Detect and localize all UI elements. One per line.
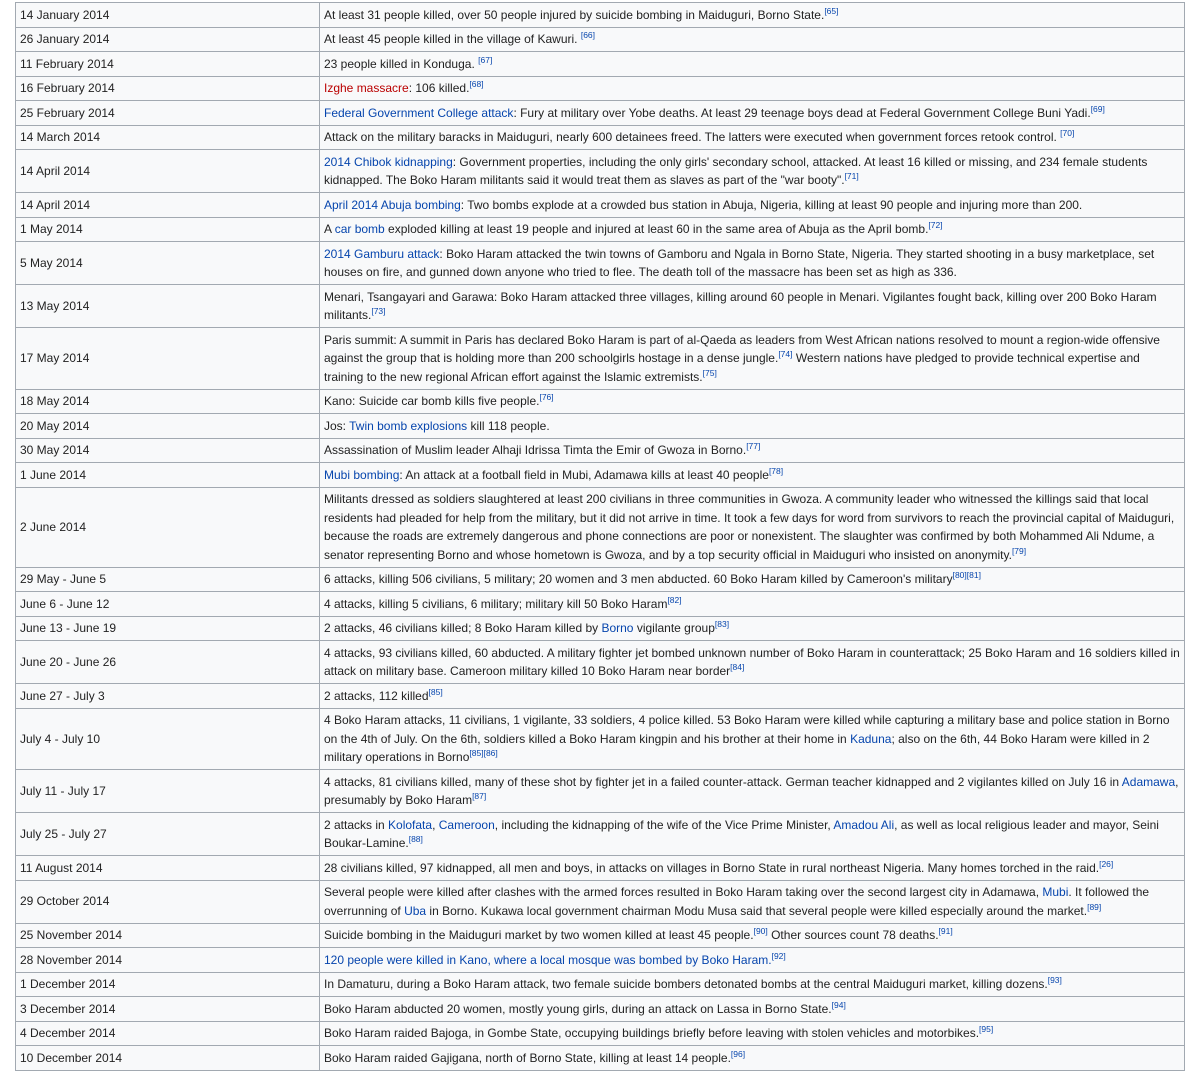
date-cell: 26 January 2014: [16, 27, 320, 52]
table-row: [16, 125, 1185, 150]
date-cell: 4 December 2014: [16, 1021, 320, 1046]
description-cell: [320, 972, 1185, 997]
description-text: , as well as local religious leader and mayor, Seini Boukar-Lamine.: [324, 817, 1159, 850]
table-row: [16, 242, 1185, 285]
description-text: : Government properties, including the only girls' secondary school, attacked. At least 16 killed or missing, and 234 female students kidnapped. The Boko Haram militants said it would treat them as slaves as part of the "war booty".: [324, 154, 1148, 187]
citation-link[interactable]: [92]: [771, 950, 786, 961]
article-link[interactable]: Mubi bombing: [324, 467, 400, 482]
date-cell: 30 May 2014: [16, 438, 320, 463]
description-text: : 106 killed.: [408, 81, 470, 95]
citation-ref: [769, 466, 783, 476]
description-text: Boko Haram raided Bajoga, in Gombe State, occupying buildings briefly before leaving with stolen vehicles and motorbikes.: [324, 1026, 980, 1040]
description-cell: [320, 567, 1185, 592]
citation-link[interactable]: [95]: [979, 1024, 994, 1034]
citation-ref: [731, 1049, 745, 1059]
citation-link[interactable]: [87]: [472, 791, 487, 801]
table-row: [16, 52, 1185, 77]
citation-ref: [967, 570, 981, 580]
description-text: exploded killing at least 19 people and injured at least 60 in the same area of Abuja as the April bomb.: [384, 222, 929, 236]
description-cell: [320, 770, 1185, 813]
citation-ref: [715, 619, 729, 629]
table-row: [16, 856, 1185, 881]
date-cell: 3 December 2014: [16, 997, 320, 1022]
date-cell: June 27 - July 3: [16, 684, 320, 709]
citation-ref: [469, 79, 483, 89]
description-text: . It followed the overrunning of: [324, 885, 1150, 918]
description-text: Menari, Tsangayari and Garawa: Boko Haram attacked three villages, killing around 60 people in Menari. Vigilantes fought back, killing over 200 Boko Haram militants.: [324, 289, 1157, 322]
description-text: Western nations have pledged to provide technical expertise and training to the new regional African effort against the Islamic extremists.: [324, 351, 1140, 384]
description-cell: [320, 880, 1185, 923]
events-table: [15, 2, 1185, 1071]
table-row: [16, 684, 1185, 709]
table-row: [16, 101, 1185, 126]
description-text: Suicide bombing in the Maiduguri market by two women killed at least 45 people.: [324, 928, 754, 942]
citation-ref: [478, 55, 492, 65]
table-row: [16, 150, 1185, 193]
citation-ref: [469, 748, 483, 758]
citation-ref: [772, 951, 786, 961]
article-link[interactable]: Uba: [404, 903, 427, 918]
date-cell: 11 August 2014: [16, 856, 320, 881]
citation-link[interactable]: [96]: [730, 1048, 746, 1059]
table-row: [16, 1046, 1185, 1071]
description-text: 28 civilians killed, 97 kidnapped, all men and boys, in attacks on villages in Borno State in rural northeast Nigeria. Many homes torched in the raid.: [324, 860, 1100, 875]
citation-link[interactable]: [72]: [928, 220, 943, 230]
citation-ref: [581, 30, 595, 40]
description-text: , including the kidnapping of the wife of the Vice Prime Minister,: [494, 817, 834, 832]
citation-ref: [1012, 546, 1026, 556]
description-cell: [320, 592, 1185, 617]
description-text: ,: [432, 817, 439, 832]
citation-ref: [824, 6, 838, 16]
citation-link[interactable]: [81]: [966, 570, 981, 580]
citation-link[interactable]: [70]: [1060, 128, 1075, 138]
description-cell: [320, 856, 1185, 881]
article-link[interactable]: Kaduna: [850, 731, 892, 746]
description-text: Assassination of Muslim leader Alhaji Idrissa Timta the Emir of Gwoza in Borno.: [324, 443, 747, 457]
citation-link[interactable]: [85]: [469, 748, 484, 758]
citation-ref: [1099, 859, 1113, 869]
date-cell: 2 June 2014: [16, 487, 320, 567]
description-cell: [320, 76, 1185, 101]
citation-link[interactable]: [91]: [938, 926, 953, 936]
description-cell: [320, 684, 1185, 709]
description-cell: [320, 125, 1185, 150]
citation-ref: [1060, 128, 1074, 138]
date-cell: 25 November 2014: [16, 923, 320, 948]
citation-ref: [953, 570, 967, 580]
description-cell: [320, 948, 1185, 973]
description-text: Boko Haram raided Gajigana, north of Borno State, killing at least 14 people.: [324, 1050, 731, 1065]
events-table-body: [16, 3, 1185, 1071]
citation-link[interactable]: [93]: [1047, 975, 1062, 985]
citation-ref: [409, 834, 423, 844]
description-cell: [320, 150, 1185, 193]
date-cell: 16 February 2014: [16, 76, 320, 101]
table-row: [16, 487, 1185, 567]
table-row: [16, 708, 1185, 770]
citation-link[interactable]: [74]: [778, 349, 793, 359]
description-text: , presumably by Boko Haram: [324, 774, 1179, 807]
citation-ref: [1048, 975, 1062, 985]
citation-ref: [832, 1000, 846, 1010]
description-cell: [320, 813, 1185, 856]
citation-link[interactable]: [85]: [428, 686, 443, 697]
article-link[interactable]: April 2014 Abuja bombing: [324, 197, 461, 212]
date-cell: 14 January 2014: [16, 3, 320, 28]
table-row: [16, 285, 1185, 328]
citation-link[interactable]: [73]: [371, 306, 386, 316]
citation-link[interactable]: [75]: [702, 367, 717, 378]
date-cell: 17 May 2014: [16, 328, 320, 390]
description-cell: [320, 27, 1185, 52]
date-cell: 10 December 2014: [16, 1046, 320, 1071]
date-cell: 11 February 2014: [16, 52, 320, 77]
description-text: In Damaturu, during a Boko Haram attack, two female suicide bombers detonated bombs at the central Maiduguri market, killing dozens.: [324, 977, 1048, 991]
description-cell: [320, 616, 1185, 641]
description-text: 2 attacks, 112 killed: [324, 688, 429, 703]
description-cell: [320, 242, 1185, 285]
description-cell: [320, 997, 1185, 1022]
description-cell: [320, 217, 1185, 242]
citation-link[interactable]: [94]: [831, 999, 846, 1010]
article-link[interactable]: car bomb: [334, 222, 385, 236]
date-cell: 14 April 2014: [16, 193, 320, 218]
article-link[interactable]: Borno: [601, 621, 634, 635]
description-cell: [320, 1021, 1185, 1046]
date-cell: 29 October 2014: [16, 880, 320, 923]
citation-ref: [539, 392, 553, 402]
table-row: [16, 217, 1185, 242]
date-cell: 1 December 2014: [16, 972, 320, 997]
citation-ref: [667, 595, 681, 605]
citation-ref: [845, 171, 859, 181]
description-text: 4 Boko Haram attacks, 11 civilians, 1 vigilante, 33 soldiers, 4 police killed. 53 Boko Haram were killed while capturing a military base and police station in Borno on the 4th of July. On the 6th, soldiers killed a Boko Haram kingpin and his brother at their home in: [324, 713, 1170, 746]
article-link[interactable]: Amadou Ali: [833, 817, 895, 832]
article-redlink[interactable]: Izghe massacre: [324, 81, 409, 95]
article-link[interactable]: 120 people were killed in Kano, where a local mosque was bombed by Boko Haram.: [324, 952, 772, 967]
description-cell: [320, 438, 1185, 463]
article-link[interactable]: Mubi: [1042, 885, 1069, 899]
description-cell: [320, 923, 1185, 948]
date-cell: 18 May 2014: [16, 389, 320, 414]
citation-ref: [746, 441, 760, 451]
date-cell: 1 May 2014: [16, 217, 320, 242]
table-row: [16, 770, 1185, 813]
description-text: kill 118 people.: [467, 418, 550, 433]
article-link[interactable]: Adamawa: [1121, 774, 1176, 789]
description-text: A: [324, 222, 335, 236]
citation-ref: [928, 220, 942, 230]
description-text: 23 people killed in Konduga.: [324, 56, 479, 71]
citation-ref: [703, 368, 717, 378]
citation-ref: [939, 926, 953, 936]
description-cell: [320, 101, 1185, 126]
table-row: [16, 948, 1185, 973]
article-link[interactable]: Federal Government College attack: [324, 105, 514, 120]
description-cell: [320, 641, 1185, 684]
description-cell: [320, 708, 1185, 770]
description-text: : Two bombs explode at a crowded bus station in Abuja, Nigeria, killing at least 90 people and injuring more than 200.: [460, 197, 1083, 212]
citation-link[interactable]: [77]: [746, 441, 761, 451]
table-row: [16, 616, 1185, 641]
citation-ref: [979, 1024, 993, 1034]
description-text: 4 attacks, killing 5 civilians, 6 military; military kill 50 Boko Haram: [324, 596, 668, 611]
description-text: : An attack at a football field in Mubi, Adamawa kills at least 40 people: [399, 467, 769, 482]
citation-ref: [1091, 104, 1105, 114]
description-text: 6 attacks, killing 506 civilians, 5 military; 20 women and 3 men abducted. 60 Boko Haram killed by Cameroon's military: [324, 572, 953, 586]
citation-ref: [429, 687, 443, 697]
citation-ref: [778, 349, 792, 359]
date-cell: 28 November 2014: [16, 948, 320, 973]
date-cell: July 11 - July 17: [16, 770, 320, 813]
table-row: [16, 463, 1185, 488]
table-row: [16, 3, 1185, 28]
citation-ref: [371, 306, 385, 316]
table-row: [16, 27, 1185, 52]
citation-link[interactable]: [78]: [768, 465, 784, 476]
article-link[interactable]: Twin bomb explosions: [349, 418, 468, 433]
description-text: Jos:: [324, 418, 350, 433]
table-row: [16, 1021, 1185, 1046]
description-text: Militants dressed as soldiers slaughtered at least 200 civilians in three communities in Gwoza. A community leader who witnessed the killings said that local residents had pleaded for help from the military, but it did not arrive in time. It took a few days for word from survivors to reach the provincial capital of Maiduguri, because the roads are extremely dangerous and phone connections are poor or nonexistent. The slaughter was confirmed by both Mohammed Ali Ndume, a senator representing Borno and whose hometown is Gwoza, and by a top security official in Maiduguri who insisted on anonymity.: [324, 492, 1175, 562]
description-text: 2 attacks, 46 civilians killed; 8 Boko Haram killed by: [324, 621, 602, 635]
description-text: vigilante group: [633, 621, 715, 635]
date-cell: June 20 - June 26: [16, 641, 320, 684]
table-row: [16, 328, 1185, 390]
date-cell: 25 February 2014: [16, 101, 320, 126]
article-link[interactable]: 2014 Gamburu attack: [324, 246, 440, 261]
citation-link[interactable]: [67]: [478, 54, 493, 65]
table-row: [16, 76, 1185, 101]
date-cell: 1 June 2014: [16, 463, 320, 488]
description-cell: [320, 3, 1185, 28]
article-link[interactable]: Kolofata: [388, 817, 433, 832]
article-link[interactable]: 2014 Chibok kidnapping: [324, 154, 453, 169]
description-cell: [320, 52, 1185, 77]
citation-link[interactable]: [69]: [1090, 103, 1105, 114]
citation-link[interactable]: [65]: [824, 5, 839, 16]
description-cell: [320, 487, 1185, 567]
description-text: Paris summit: A summit in Paris has declared Boko Haram is part of al-Qaeda as leaders from West African nations resolved to mount a region-wide offensive against the group that is holding more than 200 schoolgirls hostage in a dense jungle.: [324, 332, 1160, 365]
table-row: [16, 880, 1185, 923]
article-link[interactable]: Cameroon: [438, 817, 495, 832]
date-cell: 14 April 2014: [16, 150, 320, 193]
description-text: 2 attacks in: [324, 817, 389, 832]
description-text: 4 attacks, 93 civilians killed, 60 abducted. A military fighter jet bombed unknown number of Boko Haram in counterattack; 25 Boko Haram and 16 soldiers killed in attack on military base. Cameroon military killed 10 Boko Haram near border: [324, 645, 1180, 678]
date-cell: 20 May 2014: [16, 414, 320, 439]
citation-link[interactable]: [89]: [1087, 901, 1102, 912]
description-cell: [320, 389, 1185, 414]
description-text: : Fury at military over Yobe deaths. At least 29 teenage boys dead at Federal Government College Buni Yadi.: [513, 105, 1091, 120]
citation-link[interactable]: [66]: [580, 30, 596, 40]
description-text: Other sources count 78 deaths.: [767, 928, 939, 942]
table-row: [16, 389, 1185, 414]
table-row: [16, 414, 1185, 439]
description-text: 4 attacks, 81 civilians killed, many of these shot by fighter jet in a failed counter-attack. German teacher kidnapped and 2 vigilantes killed on July 16 in: [324, 774, 1122, 789]
citation-link[interactable]: [90]: [753, 926, 768, 936]
table-row: [16, 641, 1185, 684]
description-text: Boko Haram abducted 20 women, mostly young girls, during an attack on Lassa in Borno State.: [324, 1001, 832, 1016]
citation-link[interactable]: [86]: [483, 748, 498, 758]
description-cell: [320, 285, 1185, 328]
table-row: [16, 972, 1185, 997]
citation-link[interactable]: [80]: [952, 570, 967, 580]
description-cell: [320, 414, 1185, 439]
table-row: [16, 813, 1185, 856]
date-cell: 13 May 2014: [16, 285, 320, 328]
citation-ref: [472, 791, 486, 801]
date-cell: 14 March 2014: [16, 125, 320, 150]
citation-link[interactable]: [88]: [408, 834, 423, 844]
description-text: in Borno. Kukawa local government chairman Modu Musa said that several people were killed especially around the market.: [426, 903, 1088, 918]
citation-link[interactable]: [68]: [469, 79, 484, 89]
table-row: [16, 923, 1185, 948]
citation-link[interactable]: [76]: [539, 392, 554, 402]
date-cell: 29 May - June 5: [16, 567, 320, 592]
table-row: [16, 193, 1185, 218]
table-row: [16, 438, 1185, 463]
citation-link[interactable]: [83]: [714, 619, 730, 629]
table-row: [16, 592, 1185, 617]
description-text: At least 45 people killed in the village of Kawuri.: [324, 32, 581, 46]
description-text: Attack on the military baracks in Maiduguri, nearly 600 detainees freed. The latters were executed when government forces retook control.: [324, 130, 1061, 144]
citation-ref: [484, 748, 498, 758]
citation-ref: [754, 926, 768, 936]
citation-link[interactable]: [84]: [730, 662, 745, 672]
description-cell: [320, 193, 1185, 218]
date-cell: July 25 - July 27: [16, 813, 320, 856]
description-cell: [320, 328, 1185, 390]
description-cell: [320, 1046, 1185, 1071]
table-row: [16, 997, 1185, 1022]
description-text: ; also on the 6th, 44 Boko Haram were killed in 2 military operations in Borno: [324, 731, 1150, 764]
date-cell: June 6 - June 12: [16, 592, 320, 617]
description-text: Several people were killed after clashes with the armed forces resulted in Boko Haram taking over the second largest city in Adamawa,: [324, 885, 1043, 899]
citation-link[interactable]: [26]: [1099, 858, 1114, 869]
date-cell: July 4 - July 10: [16, 708, 320, 770]
citation-ref: [730, 662, 744, 672]
citation-link[interactable]: [71]: [844, 171, 859, 181]
table-row: [16, 567, 1185, 592]
citation-link[interactable]: [82]: [667, 594, 682, 605]
description-text: At least 31 people killed, over 50 people injured by suicide bombing in Maiduguri, Borno State.: [324, 7, 825, 22]
description-text: : Boko Haram attacked the twin towns of Gamboru and Ngala in Borno State, Nigeria. They started shooting in a busy marketplace, set houses on fire, and gunned down anyone who tried to flee. The death toll of the massacre has been set as high as 336.: [324, 246, 1155, 279]
description-text: Kano: Suicide car bomb kills five people.: [324, 394, 540, 408]
date-cell: 5 May 2014: [16, 242, 320, 285]
description-cell: [320, 463, 1185, 488]
citation-link[interactable]: [79]: [1011, 545, 1027, 556]
citation-ref: [1087, 902, 1101, 912]
date-cell: June 13 - June 19: [16, 616, 320, 641]
